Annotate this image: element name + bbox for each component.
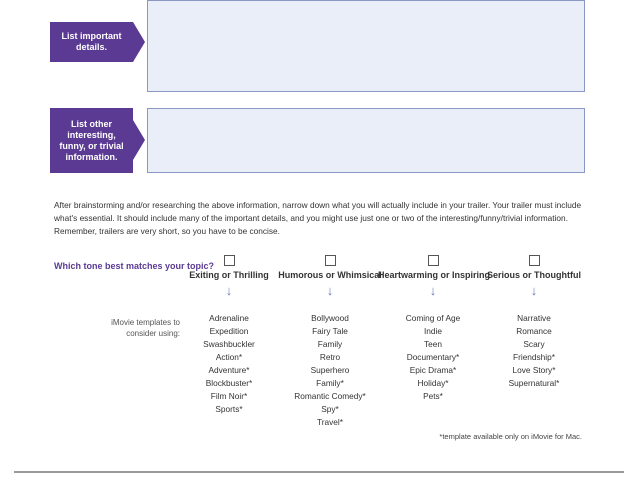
template-item: Family (317, 339, 343, 349)
template-item: Spy* (321, 404, 339, 414)
important-details-arrow-icon (133, 22, 145, 62)
template-item: Superhero (310, 365, 350, 375)
tone-heading: Heartwarming or Inspiring (378, 270, 491, 280)
template-item: Indie (424, 326, 442, 336)
tone-checkbox-exciting[interactable] (224, 255, 235, 266)
template-item: Romance (516, 326, 552, 336)
tone-column-heartwarming (378, 255, 491, 403)
template-list (378, 312, 488, 403)
templates-label: iMovie templates to consider using: (111, 318, 180, 338)
template-item: Epic Drama* (409, 365, 457, 375)
template-item: Supernatural* (508, 378, 560, 388)
template-item: Love Story* (512, 365, 556, 375)
other-info-label (50, 108, 133, 173)
down-arrow-icon: ↓ (429, 283, 437, 298)
template-item: Romantic Comedy* (294, 391, 366, 401)
tone-column-serious (479, 255, 589, 390)
down-arrow-icon: ↓ (530, 283, 538, 298)
template-item: Bollywood (311, 313, 349, 323)
template-item: Fairy Tale (312, 326, 348, 336)
template-item: Adventure* (208, 365, 250, 375)
template-item: Family* (316, 378, 344, 388)
template-item: Film Noir* (210, 391, 248, 401)
important-details-label (50, 22, 133, 62)
template-item: Blockbuster* (205, 378, 253, 388)
template-item: Adrenaline (209, 313, 249, 323)
other-info-box[interactable] (147, 108, 585, 173)
template-item: Scary (523, 339, 545, 349)
down-arrow-icon: ↓ (225, 283, 233, 298)
bottom-divider (14, 471, 624, 473)
tone-heading: Serious or Thoughtful (487, 270, 581, 280)
template-item: Action* (215, 352, 243, 362)
instructions-paragraph: After brainstorming and/or researching the above information, narrow down what you will actually include in your trailer. Your trailer must include what's essential. It should include many of the important details, and you might use just one or two of the interesting/funny/trivial information. Remember, trailers are very short, so you have to be concise. (54, 200, 582, 236)
template-item: Pets* (423, 391, 443, 401)
template-item: Holiday* (417, 378, 449, 388)
template-item: Travel* (317, 417, 343, 427)
template-list (174, 312, 284, 416)
tone-heading: Humorous or Whimsical (278, 270, 382, 280)
other-info-arrow-icon (133, 120, 145, 160)
tone-checkbox-humorous[interactable] (325, 255, 336, 266)
template-item: Expedition (209, 326, 249, 336)
tone-checkbox-heartwarming[interactable] (428, 255, 439, 266)
footnote: *template available only on iMovie for Mac. (439, 432, 582, 441)
down-arrow-icon: ↓ (326, 283, 334, 298)
tone-column-humorous (275, 255, 385, 429)
tone-question: Which tone best matches your topic? (54, 261, 215, 271)
template-item: Swashbuckler (203, 339, 255, 349)
important-details-box[interactable] (147, 0, 585, 92)
template-list (275, 312, 385, 429)
other-info-label-text: List other interesting, funny, or trivial information. (59, 118, 124, 162)
template-item: Friendship* (513, 352, 555, 362)
template-item: Retro (319, 352, 341, 362)
important-details-label-text: List important details. (61, 31, 122, 52)
template-list (479, 312, 589, 390)
template-item: Sports* (215, 404, 243, 414)
tone-column-exciting (174, 255, 284, 416)
template-item: Narrative (517, 313, 551, 323)
template-item: Documentary* (406, 352, 460, 362)
template-item: Coming of Age (405, 313, 461, 323)
tone-heading: Exiting or Thrilling (189, 270, 269, 280)
tone-checkbox-serious[interactable] (529, 255, 540, 266)
template-item: Teen (424, 339, 442, 349)
